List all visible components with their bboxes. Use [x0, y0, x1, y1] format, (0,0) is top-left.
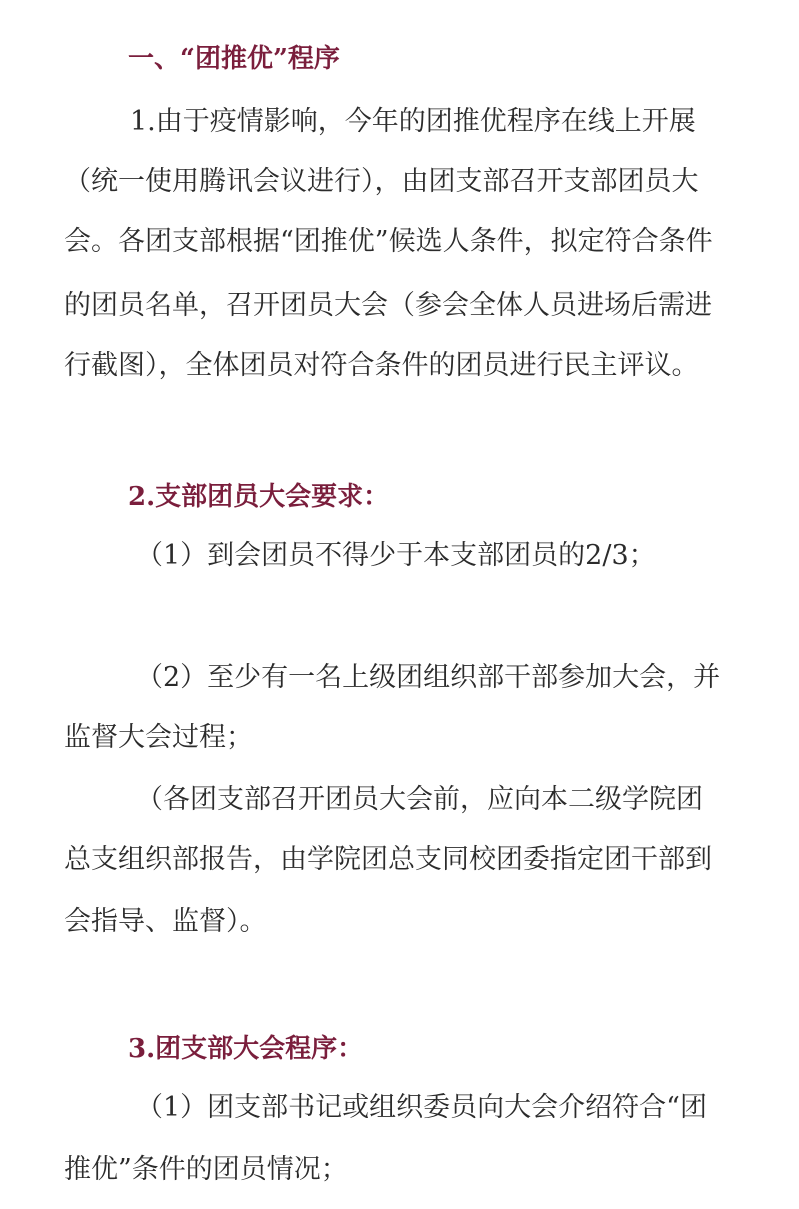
section-3-item-1-line: （1）团支部书记或组织委员向大会介绍符合“团	[136, 1092, 707, 1123]
section-1-paragraph-line: （统一使用腾讯会议进行），由团支部召开支部团员大	[64, 166, 699, 197]
section-1-heading: 一、“团推优”程序	[128, 44, 340, 74]
section-2-note-line: （各团支部召开团员大会前，应向本二级学院团	[136, 784, 703, 815]
section-3-heading: 3.团支部大会程序：	[128, 1034, 364, 1064]
section-2-note-line: 总支组织部报告，由学院团总支同校团委指定团干部到	[64, 844, 712, 875]
section-1-paragraph-line: 行截图），全体团员对符合条件的团员进行民主评议。	[64, 350, 699, 381]
section-2-item-1: （1）到会团员不得少于本支部团员的2/3；	[136, 540, 656, 571]
section-2-note-line: 会指导、监督）。	[64, 906, 267, 937]
section-2-item-2-line: 监督大会过程；	[64, 722, 253, 753]
section-3-item-1-line: 推优”条件的团员情况；	[64, 1154, 348, 1185]
section-1-paragraph-line: 1.由于疫情影响，今年的团推优程序在线上开展	[130, 106, 696, 137]
section-1-paragraph-line: 的团员名单，召开团员大会（参会全体人员进场后需进	[64, 290, 712, 321]
section-2-item-2-line: （2）至少有一名上级团组织部干部参加大会，并	[136, 662, 721, 693]
section-1-paragraph-line: 会。各团支部根据“团推优”候选人条件，拟定符合条件	[64, 226, 713, 257]
section-2-heading: 2.支部团员大会要求：	[128, 482, 390, 512]
